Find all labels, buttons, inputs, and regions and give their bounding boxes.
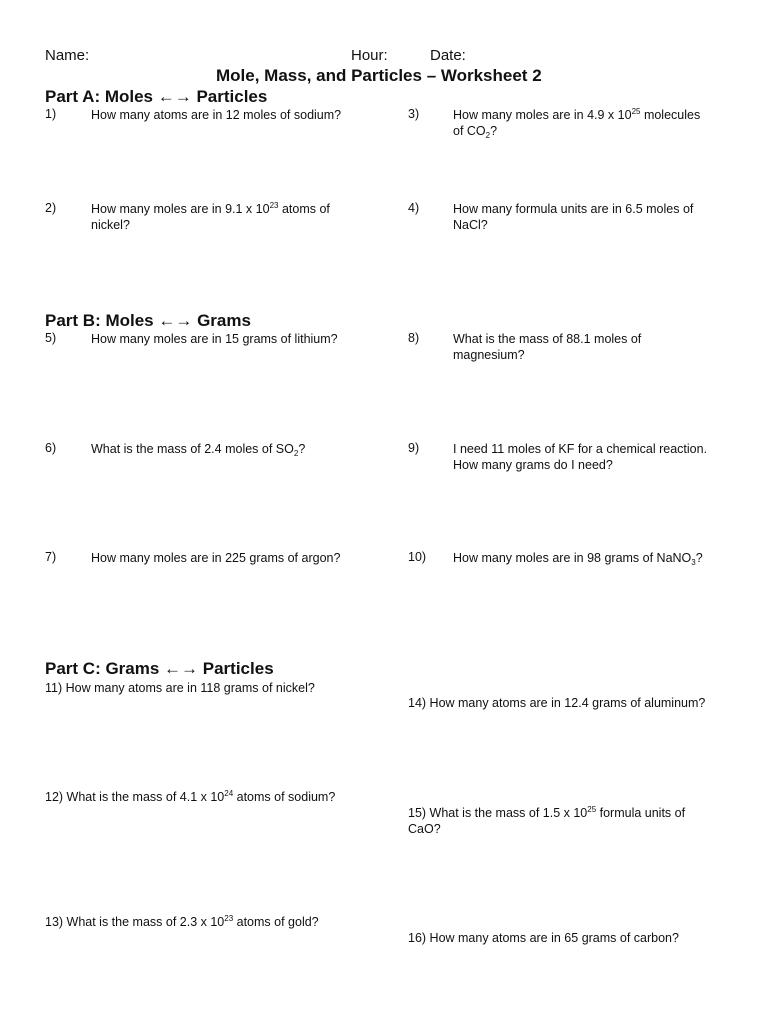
part-a-heading: Part A: Moles ←→ Particles xyxy=(45,87,268,106)
q2-text: How many moles are in 9.1 x $10^{23}$ atoms of nickel? xyxy=(91,201,330,232)
name-label: Name: xyxy=(45,47,90,64)
q16-text: 16) How many atoms are in 65 grams of carbon? xyxy=(408,931,679,945)
part-b-heading: Part B: Moles ←→ Grams xyxy=(45,311,251,330)
q12-text: 12) What is the mass of 4.1 x $10^{24}$ atoms of sodium? xyxy=(45,789,336,804)
q3-text: How many moles are in 4.9 x $10^{25}$ molecules of $CO_2$? xyxy=(453,107,701,140)
q1-number: 1) xyxy=(45,107,57,121)
date-label: Date: xyxy=(430,47,466,64)
q8-text: What is the mass of 88.1 moles of magnesium? xyxy=(453,332,642,362)
hour-label: Hour: xyxy=(351,47,388,64)
q3-number: 3) xyxy=(408,107,420,121)
part-c-heading: Part C: Grams ←→ Particles xyxy=(45,659,274,678)
q5-text: How many moles are in 15 grams of lithium? xyxy=(91,332,338,346)
q2-number: 2) xyxy=(45,201,57,215)
q6-number: 6) xyxy=(45,441,57,455)
q13-text: 13) What is the mass of 2.3 x $10^{23}$ atoms of gold? xyxy=(45,914,319,929)
q14-text: 14) How many atoms are in 12.4 grams of aluminum? xyxy=(408,696,706,710)
q9-text: I need 11 moles of KF for a chemical reaction. How many grams do I need? xyxy=(453,442,708,472)
q5-number: 5) xyxy=(45,331,57,345)
q6-text: What is the mass of 2.4 moles of $SO_2$? xyxy=(91,442,306,458)
worksheet-title: Mole, Mass, and Particles – Worksheet 2 xyxy=(216,66,542,85)
q7-number: 7) xyxy=(45,550,57,564)
q10-text: How many moles are in 98 grams of NaNO$_3$? xyxy=(453,551,703,567)
q8-number: 8) xyxy=(408,331,420,345)
q4-text: How many formula units are in 6.5 moles of NaCl? xyxy=(453,202,694,232)
q10-number: 10) xyxy=(408,550,427,564)
q4-number: 4) xyxy=(408,201,420,215)
q11-text: 11) How many atoms are in 118 grams of nickel? xyxy=(45,681,315,695)
q9-number: 9) xyxy=(408,441,420,455)
q15-text: 15) What is the mass of 1.5 x $10^{25}$ formula units of CaO? xyxy=(408,805,686,836)
q7-text: How many moles are in 225 grams of argon? xyxy=(91,551,341,565)
q1-text: How many atoms are in 12 moles of sodium? xyxy=(91,108,342,122)
